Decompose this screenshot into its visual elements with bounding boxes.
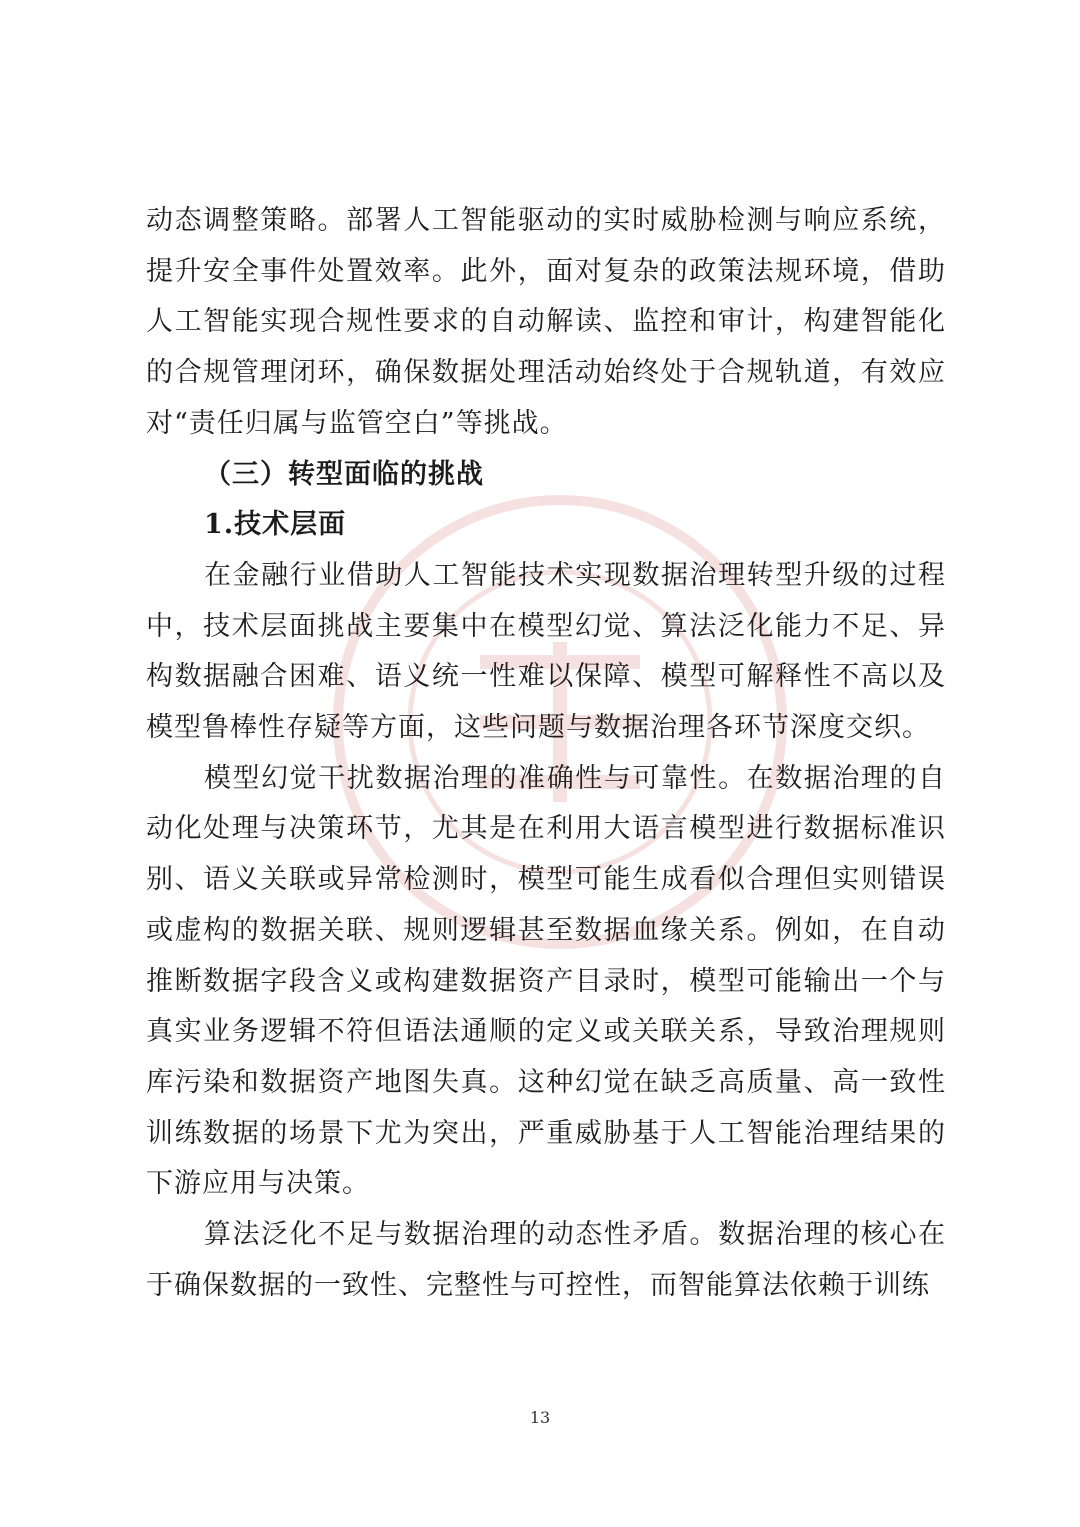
paragraph-hallucination: 模型幻觉干扰数据治理的准确性与可靠性。在数据治理的自动化处理与决策环节，尤其是在利用大语言模型进行数据标准识别、语义关联或异常检测时，模型可能生成看似合理但实则错误或虚构的数据关联、规则逻辑甚至数据血缘关系。例如，在自动推断数据字段含义或构建数据资产目录时，模型可能输出一个与真实业务逻辑不符但语法通顺的定义或关联关系，导致治理规则库污染和数据资产地图失真。这种幻觉在缺乏高质量、高一致性训练数据的场景下尤为突出，严重威胁基于人工智能治理结果的下游应用与决策。 [146,762,946,1200]
page-number: 13 [529,1408,551,1427]
body-text [146,196,946,1311]
section-heading: （三）转型面临的挑战 [204,458,484,490]
paragraph-continued: 动态调整策略。部署人工智能驱动的实时威胁检测与响应系统，提升安全事件处置效率。此外，面对复杂的政策法规环境，借助人工智能实现合规性要求的自动解读、监控和审计，构建智能化的合规管理闭环，确保数据处理活动始终处于合规轨道，有效应对“责任归属与监管空白”等挑战。 [146,205,946,439]
paragraph-generalization: 算法泛化不足与数据治理的动态性矛盾。数据治理的核心在于确保数据的一致性、完整性与可控性，而智能算法依赖于训练 [146,1219,946,1301]
subsection-heading: 1.技术层面 [204,509,347,541]
paragraph-intro: 在金融行业借助人工智能技术实现数据治理转型升级的过程中，技术层面挑战主要集中在模型幻觉、算法泛化能力不足、异构数据融合困难、语义统一性难以保障、模型可解释性不高以及模型鲁棒性存疑等方面，这些问题与数据治理各环节深度交织。 [146,559,946,744]
